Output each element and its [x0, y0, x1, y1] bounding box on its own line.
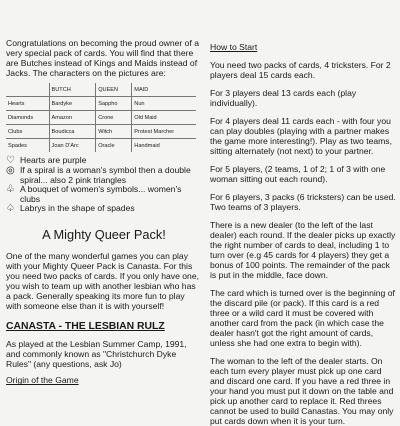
rule-paragraph: For 3 players deal 13 cards each (play individually). [210, 88, 357, 108]
table-cell: Diamonds [6, 111, 49, 125]
table-header-row [6, 83, 196, 97]
list-item [6, 204, 202, 214]
symbol-text: Labrys in the shape of spades [20, 203, 135, 214]
table-header-cell: MAID [132, 83, 196, 97]
table-cell: Spades [6, 139, 49, 153]
canasta-heading: CANASTA - THE LESBIAN RULZ [6, 321, 165, 333]
right-column [210, 0, 398, 426]
list-item [6, 166, 202, 185]
rule-paragraph: For 5 players, (2 teams, 1 of 2; 1 of 3 with one woman sitting out each round). [210, 164, 386, 184]
origin-heading: Origin of the Game [6, 375, 79, 386]
table-cell: Joan D'Arc [49, 139, 96, 153]
table-header-cell: QUEEN [96, 83, 132, 97]
spiral-icon: ◎ [6, 165, 15, 176]
pack-text: One of the many wonderful games you can play with your Mighty Queer Pack is Canasta. For this you need two packs of cards. If you only have one, you wish to team up with another lesbian who has a pack. Generally speaking its more fun to play with someone else than it is with yourself! [6, 251, 199, 312]
labrys-icon: ♤ [6, 203, 15, 215]
rule-paragraph: For 6 players, 3 packs (6 tricksters) can be used. Two teams of 3 players. [210, 192, 396, 212]
table-header-cell [6, 83, 49, 97]
rule-paragraph: You need two packs of cards, 4 tricksters. For 2 players deal 15 cards each. [210, 60, 391, 80]
pack-heading: A Mighty Queer Pack! [42, 227, 166, 243]
heart-icon: ♡ [6, 155, 15, 166]
bouquet-icon: ♧ [6, 184, 15, 196]
table-cell: Protest Marcher [132, 125, 196, 139]
table-cell: Boudicca [49, 125, 96, 139]
rule-paragraph: There is a new dealer (to the left of the last dealer) each round. If the dealer picks up exactly the right number of cards to deal, including 1 to turn over (e.g 45 cards for 4 players) they get a bonus of 100 points. The remainder of the pack is put in the middle, face down. [210, 220, 396, 280]
table-row [6, 111, 196, 125]
table-row [6, 97, 196, 111]
canasta-text: As played at the Lesbian Summer Camp, 1991, and commonly known as "Christchurch Dyke Rules" (any questions, ask Jo) [6, 339, 187, 370]
character-table [6, 83, 196, 152]
table-cell: Nun [132, 97, 196, 111]
table-cell: Crone [96, 111, 132, 125]
rule-paragraph: The card which is turned over is the beginning of the discard pile (or pack). If this card is a red three or a wild card it must be covered with another card from the pack (in which case the dealer hasn't got the right amount of cards, unless she had one extra to begin with). [210, 288, 395, 348]
table-cell: Bardyke [49, 97, 96, 111]
symbol-list [6, 156, 202, 214]
table-cell: Amazon [49, 111, 96, 125]
rule-paragraph: The woman to the left of the dealer starts. On each turn every player must pick up one card and discard one card. If you have a red three in your hand you must put it down on the table and pick up another card to replace it. Red threes cannot be used to build Canastas. You may only put cards down when it is your turn. [210, 356, 394, 426]
table-cell: Clubs [6, 125, 49, 139]
table-row [6, 125, 196, 139]
rule-paragraph: For 4 players deal 11 cards each - with four you can play doubles (playing with a partner makes the game more interesting!). Play as two teams, sitting alternately (not next) to your partner. [210, 116, 392, 156]
symbol-text: Hearts are purple [20, 155, 87, 165]
table-cell: Oracle [96, 139, 132, 153]
how-to-start-heading: How to Start [210, 42, 258, 52]
left-column [6, 0, 202, 400]
table-cell: Hearts [6, 97, 49, 111]
table-cell: Old Maid [132, 111, 196, 125]
symbol-text: If a spiral is a woman's symbol then a double spiral... also 2 pink triangles [20, 165, 191, 185]
table-cell: Handmaid [132, 139, 196, 153]
list-item [6, 185, 202, 204]
symbol-text: A bouquet of women's symbols... women's clubs [20, 184, 182, 204]
table-header-cell: BUTCH [49, 83, 96, 97]
table-cell: Witch [96, 125, 132, 139]
intro-text: Congratulations on becoming the proud owner of a very special pack of cards. You will find that there are Butches instead of Kings and Maids instead of Jacks. The characters on the pictures are: [6, 38, 200, 78]
table-cell: Sappho [96, 97, 132, 111]
table-row [6, 139, 196, 153]
